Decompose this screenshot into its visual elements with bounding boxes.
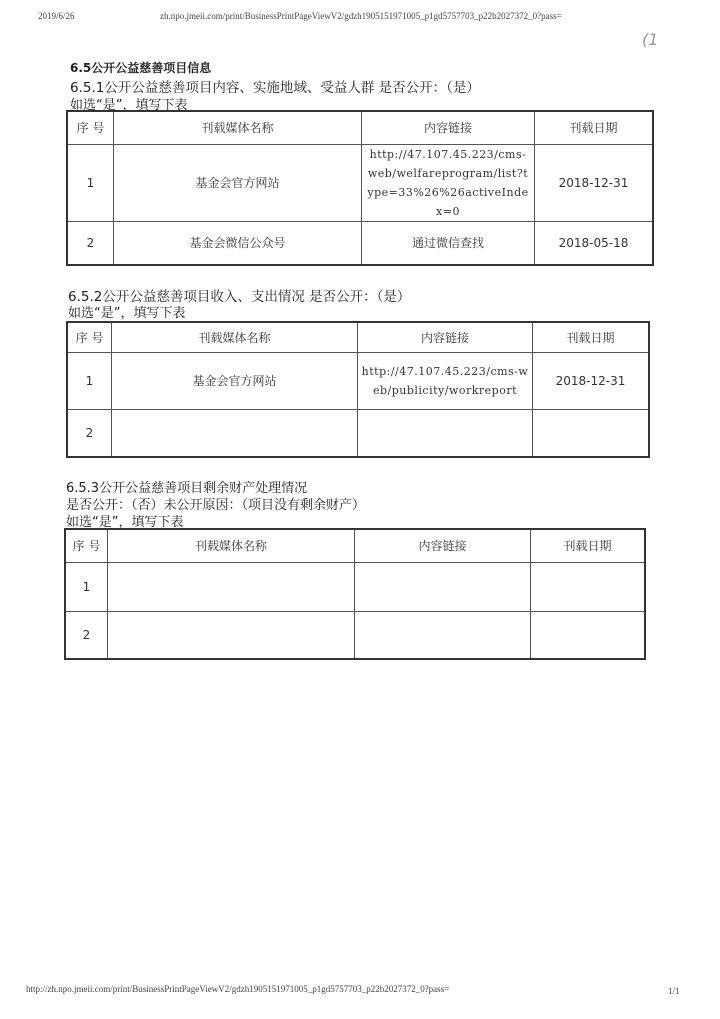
cell-link — [358, 409, 533, 457]
col-link: 内容链接 — [362, 111, 535, 144]
col-no: 序 号 — [67, 111, 114, 144]
cell-date — [533, 409, 650, 457]
cell-date: 2018-12-31 — [535, 144, 654, 221]
table-row — [67, 352, 649, 409]
s1-note: 如选“是”，填写下表 — [70, 98, 188, 113]
cell-no: 2 — [65, 611, 108, 659]
cell-link: http://47.107.45.223/cms-web/welfareprogram/list?type=33%26%26activeIndex=0 — [362, 144, 535, 221]
cell-media — [112, 409, 358, 457]
cell-media — [108, 611, 355, 659]
cell-media: 基金会微信公众号 — [114, 221, 362, 265]
print-date: 2019/6/26 — [38, 11, 75, 21]
s3-table — [64, 528, 646, 660]
col-media: 刊载媒体名称 — [108, 529, 355, 562]
s1-table — [66, 110, 654, 266]
cell-link: 通过微信查找 — [362, 221, 535, 265]
cell-link — [355, 562, 531, 611]
table-row — [67, 144, 653, 221]
col-date: 刊载日期 — [535, 111, 654, 144]
col-media: 刊载媒体名称 — [114, 111, 362, 144]
cell-no: 1 — [67, 144, 114, 221]
s1-title: 6.5.1公开公益慈善项目内容、实施地域、受益人群 是否公开：（是） — [70, 80, 480, 96]
col-link: 内容链接 — [355, 529, 531, 562]
s3-note: 如选“是”，填写下表 — [66, 515, 184, 530]
cell-media — [108, 562, 355, 611]
s2-note: 如选“是”，填写下表 — [68, 306, 186, 321]
cell-date — [531, 611, 646, 659]
col-no: 序 号 — [65, 529, 108, 562]
page-number: 1/1 — [668, 986, 680, 996]
cell-date: 2018-12-31 — [533, 352, 650, 409]
handwritten-mark: (1 — [642, 30, 659, 49]
s3-title: 6.5.3公开公益慈善项目剩余财产处理情况 — [66, 481, 308, 496]
table-row — [67, 221, 653, 265]
table-row — [67, 409, 649, 457]
col-date: 刊载日期 — [531, 529, 646, 562]
cell-link: http://47.107.45.223/cms-web/publicity/workreport — [358, 352, 533, 409]
table-row — [65, 611, 645, 659]
s3-status: 是否公开：（否）未公开原因：（项目没有剩余财产） — [66, 498, 366, 513]
cell-media: 基金会官方网站 — [112, 352, 358, 409]
cell-link — [355, 611, 531, 659]
s2-table — [66, 321, 650, 458]
cell-no: 2 — [67, 409, 112, 457]
col-media: 刊载媒体名称 — [112, 322, 358, 352]
col-link: 内容链接 — [358, 322, 533, 352]
col-date: 刊载日期 — [533, 322, 650, 352]
table-row — [65, 562, 645, 611]
cell-no: 1 — [65, 562, 108, 611]
s2-title: 6.5.2公开公益慈善项目收入、支出情况 是否公开：（是） — [68, 289, 411, 305]
cell-no: 2 — [67, 221, 114, 265]
col-no: 序 号 — [67, 322, 112, 352]
section-title: 6.5公开公益慈善项目信息 — [70, 61, 212, 75]
print-url: zh.npo.jmeii.com/print/BusinessPrintPageViewV2/gdzh1905151971005_p1gd5757703_p22b2027372_0?pass= — [160, 11, 562, 21]
cell-date — [531, 562, 646, 611]
cell-date: 2018-05-18 — [535, 221, 654, 265]
cell-no: 1 — [67, 352, 112, 409]
cell-media: 基金会官方网站 — [114, 144, 362, 221]
footer-url: http://zh.npo.jmeii.com/print/BusinessPrintPageViewV2/gdzh1905151971005_p1gd5757703_p22b2027372_0?pass= — [26, 984, 450, 994]
